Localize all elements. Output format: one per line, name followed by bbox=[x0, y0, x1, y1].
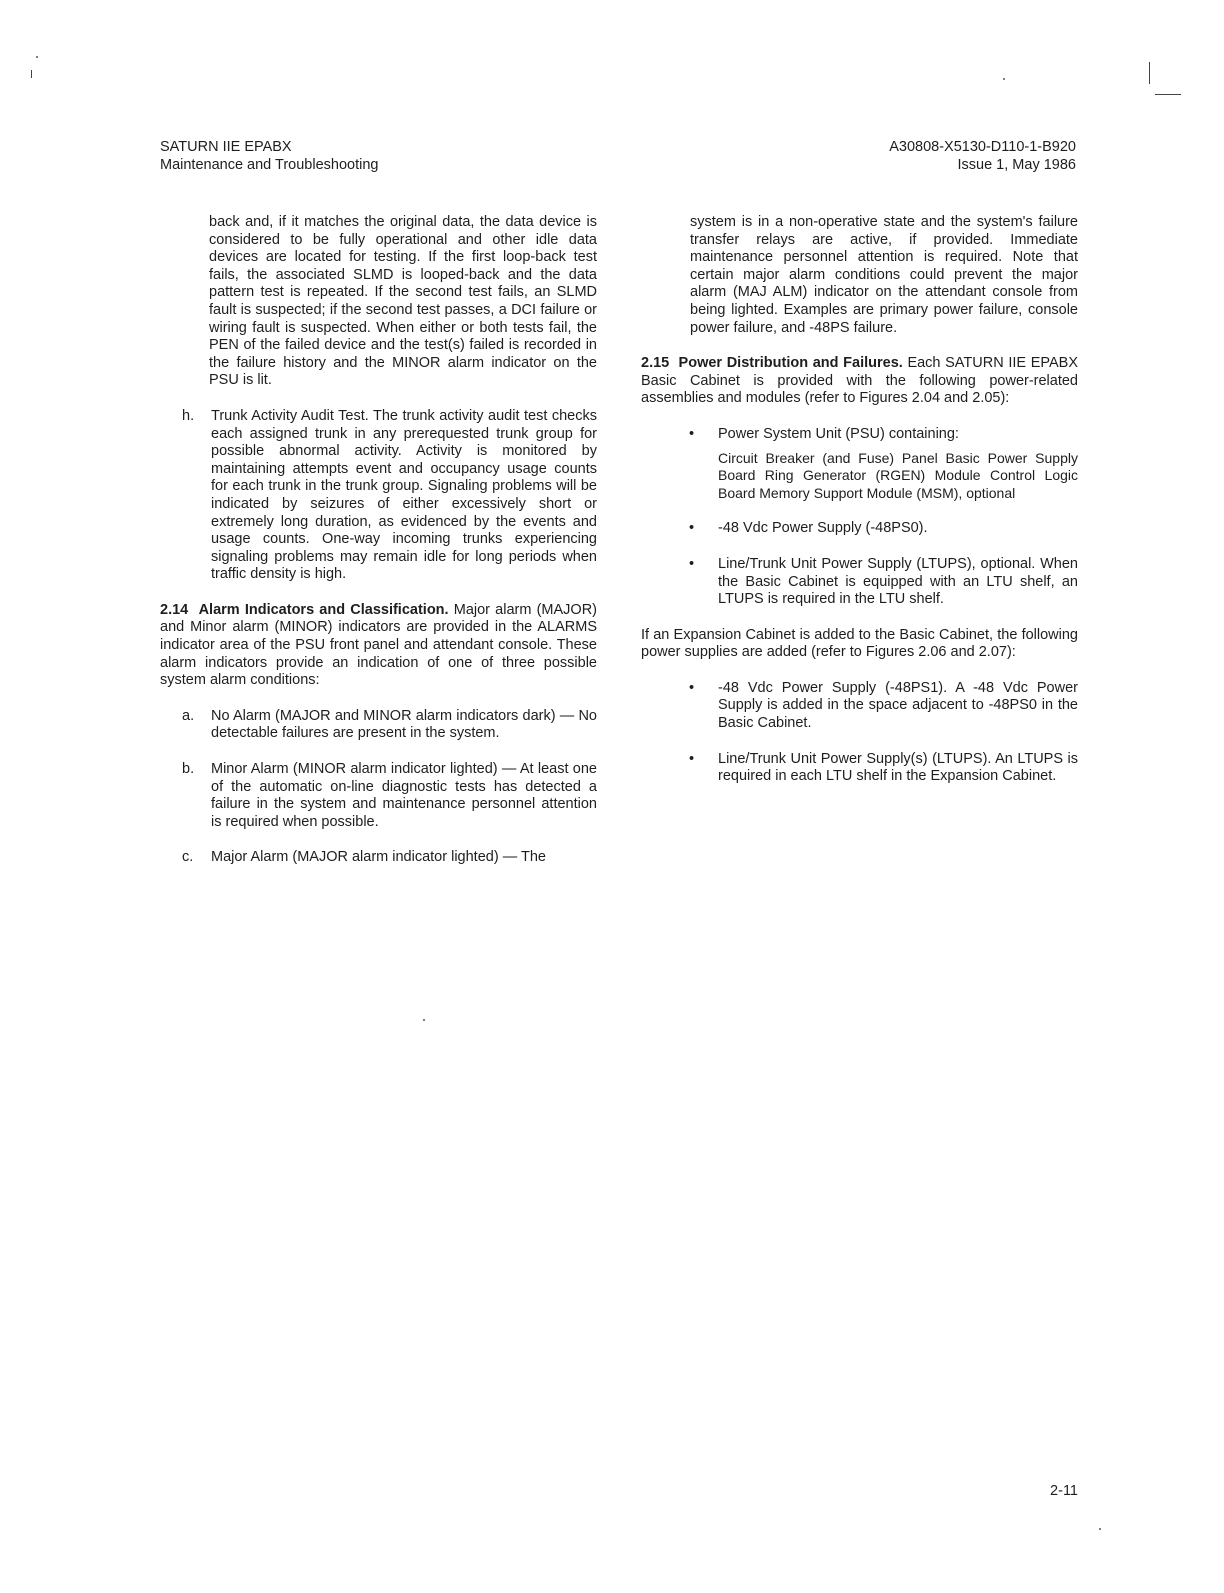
scan-speck bbox=[1099, 1528, 1101, 1530]
bullet-item-ltups bbox=[641, 556, 1078, 609]
expansion-paragraph: If an Expansion Cabinet is added to the Basic Cabinet, the following power supplies are added (refer to Figures 2.06 and 2.07): bbox=[641, 626, 1078, 661]
alarm-item-a bbox=[160, 708, 597, 743]
alarm-item-c bbox=[160, 849, 597, 867]
section-number: 2.15 bbox=[641, 355, 670, 372]
continuation-paragraph: system is in a non-operative state and the system's failure transfer relays are active, if provided. Immediate maintenance personnel attention is required. Note that certain major alarm conditions could prevent the major alarm (MAJ ALM) indicator on the attendant console from being lighted. Examples are primary power failure, console power failure, and -48PS failure. bbox=[690, 214, 1078, 336]
bullet-item-48ps1 bbox=[641, 680, 1078, 733]
list-item-text: Major Alarm (MAJOR alarm indicator lighted) — The bbox=[211, 849, 546, 866]
list-item-h bbox=[160, 408, 597, 584]
section-body: Each SATURN IIE EPABX Basic Cabinet is provided with the following power-related assemblies and modules (refer to Figures 2.04 and 2.05): bbox=[641, 355, 1078, 407]
list-marker: h. bbox=[182, 407, 195, 424]
scan-speck bbox=[1003, 78, 1005, 80]
bullet-text: Line/Trunk Unit Power Supply (LTUPS), optional. When the Basic Cabinet is equipped with an LTU shelf, an LTUPS is required in the LTU shelf. bbox=[718, 555, 1078, 608]
left-column bbox=[160, 214, 597, 885]
list-item-text: Trunk Activity Audit Test. The trunk activity audit test checks each assigned trunk in any prerequested trunk group for possible abnormal activity. Activity is monitored by maintaining attempts event and occupancy usage counts for each trunk in the trunk group. Signaling problems will be indicated by seizures of either excessively short or extremely long duration, as evidenced by the events and usage counts. One-way incoming trunks experiencing signaling problems may remain idle for long periods when traffic density is high. bbox=[211, 407, 597, 583]
scan-artifact-mark bbox=[1149, 62, 1150, 84]
continuation-paragraph: back and, if it matches the original data, the data device is considered to be fully operational and other idle data devices are located for testing. If the first loop-back test fails, the associated SLMD is looped-back and the data pattern test is repeated. If the second test fails, an SLMD fault is suspected; if the second test passes, a DCI failure or wiring fault is suspected. When either or both tests fail, the PEN of the failed device and the test(s) failed is recorded in the failure history and the MINOR alarm indicator on the PSU is lit. bbox=[209, 214, 597, 389]
section-number: 2.14 bbox=[160, 601, 189, 618]
bullet-item-expansion-ltups bbox=[641, 751, 1078, 786]
scan-speck bbox=[36, 56, 38, 58]
list-marker: c. bbox=[182, 849, 194, 866]
bullet-text: Power System Unit (PSU) containing: bbox=[718, 425, 959, 442]
list-item-text: No Alarm (MAJOR and MINOR alarm indicators dark) — No detectable failures are present in the system. bbox=[211, 707, 597, 742]
header-document-number: A30808-X5130-D110-1-B920 bbox=[889, 139, 1076, 155]
bullet-item-psu bbox=[641, 426, 1078, 502]
page-number: 2-11 bbox=[1050, 1483, 1078, 1499]
scan-artifact-mark bbox=[31, 70, 32, 78]
bullet-text: Line/Trunk Unit Power Supply(s) (LTUPS). An LTUPS is required in each LTU shelf in the Expansion Cabinet. bbox=[718, 750, 1078, 785]
bullet-subtext: Circuit Breaker (and Fuse) Panel Basic Power Supply Board Ring Generator (RGEN) Module Control Logic Board Memory Support Module (MSM), optional bbox=[718, 449, 1078, 501]
scan-speck bbox=[423, 1019, 425, 1021]
bullet-item-48ps0 bbox=[641, 520, 1078, 538]
right-column bbox=[641, 214, 1078, 804]
running-header-left bbox=[160, 138, 378, 174]
bullet-text: -48 Vdc Power Supply (-48PS1). A -48 Vdc Power Supply is added in the space adjacent to -48PS0 in the Basic Cabinet. bbox=[718, 679, 1078, 732]
bullet-icon: • bbox=[689, 520, 695, 537]
list-item-text: Minor Alarm (MINOR alarm indicator lighted) — At least one of the automatic on-line diagnostic tests has detected a failure in the system and maintenance personnel attention is required when possible. bbox=[211, 761, 597, 830]
list-marker: b. bbox=[182, 761, 195, 778]
bullet-text: -48 Vdc Power Supply (-48PS0). bbox=[718, 520, 928, 537]
header-issue-date: Issue 1, May 1986 bbox=[957, 157, 1076, 173]
section-2-14 bbox=[160, 602, 597, 690]
scan-artifact-mark bbox=[1155, 94, 1181, 95]
running-header-right bbox=[889, 138, 1076, 174]
header-product-title: SATURN IIE EPABX bbox=[160, 139, 292, 155]
bullet-icon: • bbox=[689, 750, 695, 767]
alarm-item-b bbox=[160, 761, 597, 831]
bullet-icon: • bbox=[689, 425, 695, 442]
list-marker: a. bbox=[182, 707, 195, 724]
section-heading: Alarm Indicators and Classification. bbox=[198, 601, 449, 618]
section-2-15 bbox=[641, 355, 1078, 408]
section-body: Major alarm (MAJOR) and Minor alarm (MINOR) indicators are provided in the ALARMS indicator area of the PSU front panel and attendant console. These alarm indicators provide an indication of one of three possible system alarm conditions: bbox=[160, 601, 597, 689]
bullet-icon: • bbox=[689, 679, 695, 696]
section-heading: Power Distribution and Failures. bbox=[678, 355, 903, 372]
bullet-icon: • bbox=[689, 555, 695, 572]
header-section-title: Maintenance and Troubleshooting bbox=[160, 157, 379, 173]
